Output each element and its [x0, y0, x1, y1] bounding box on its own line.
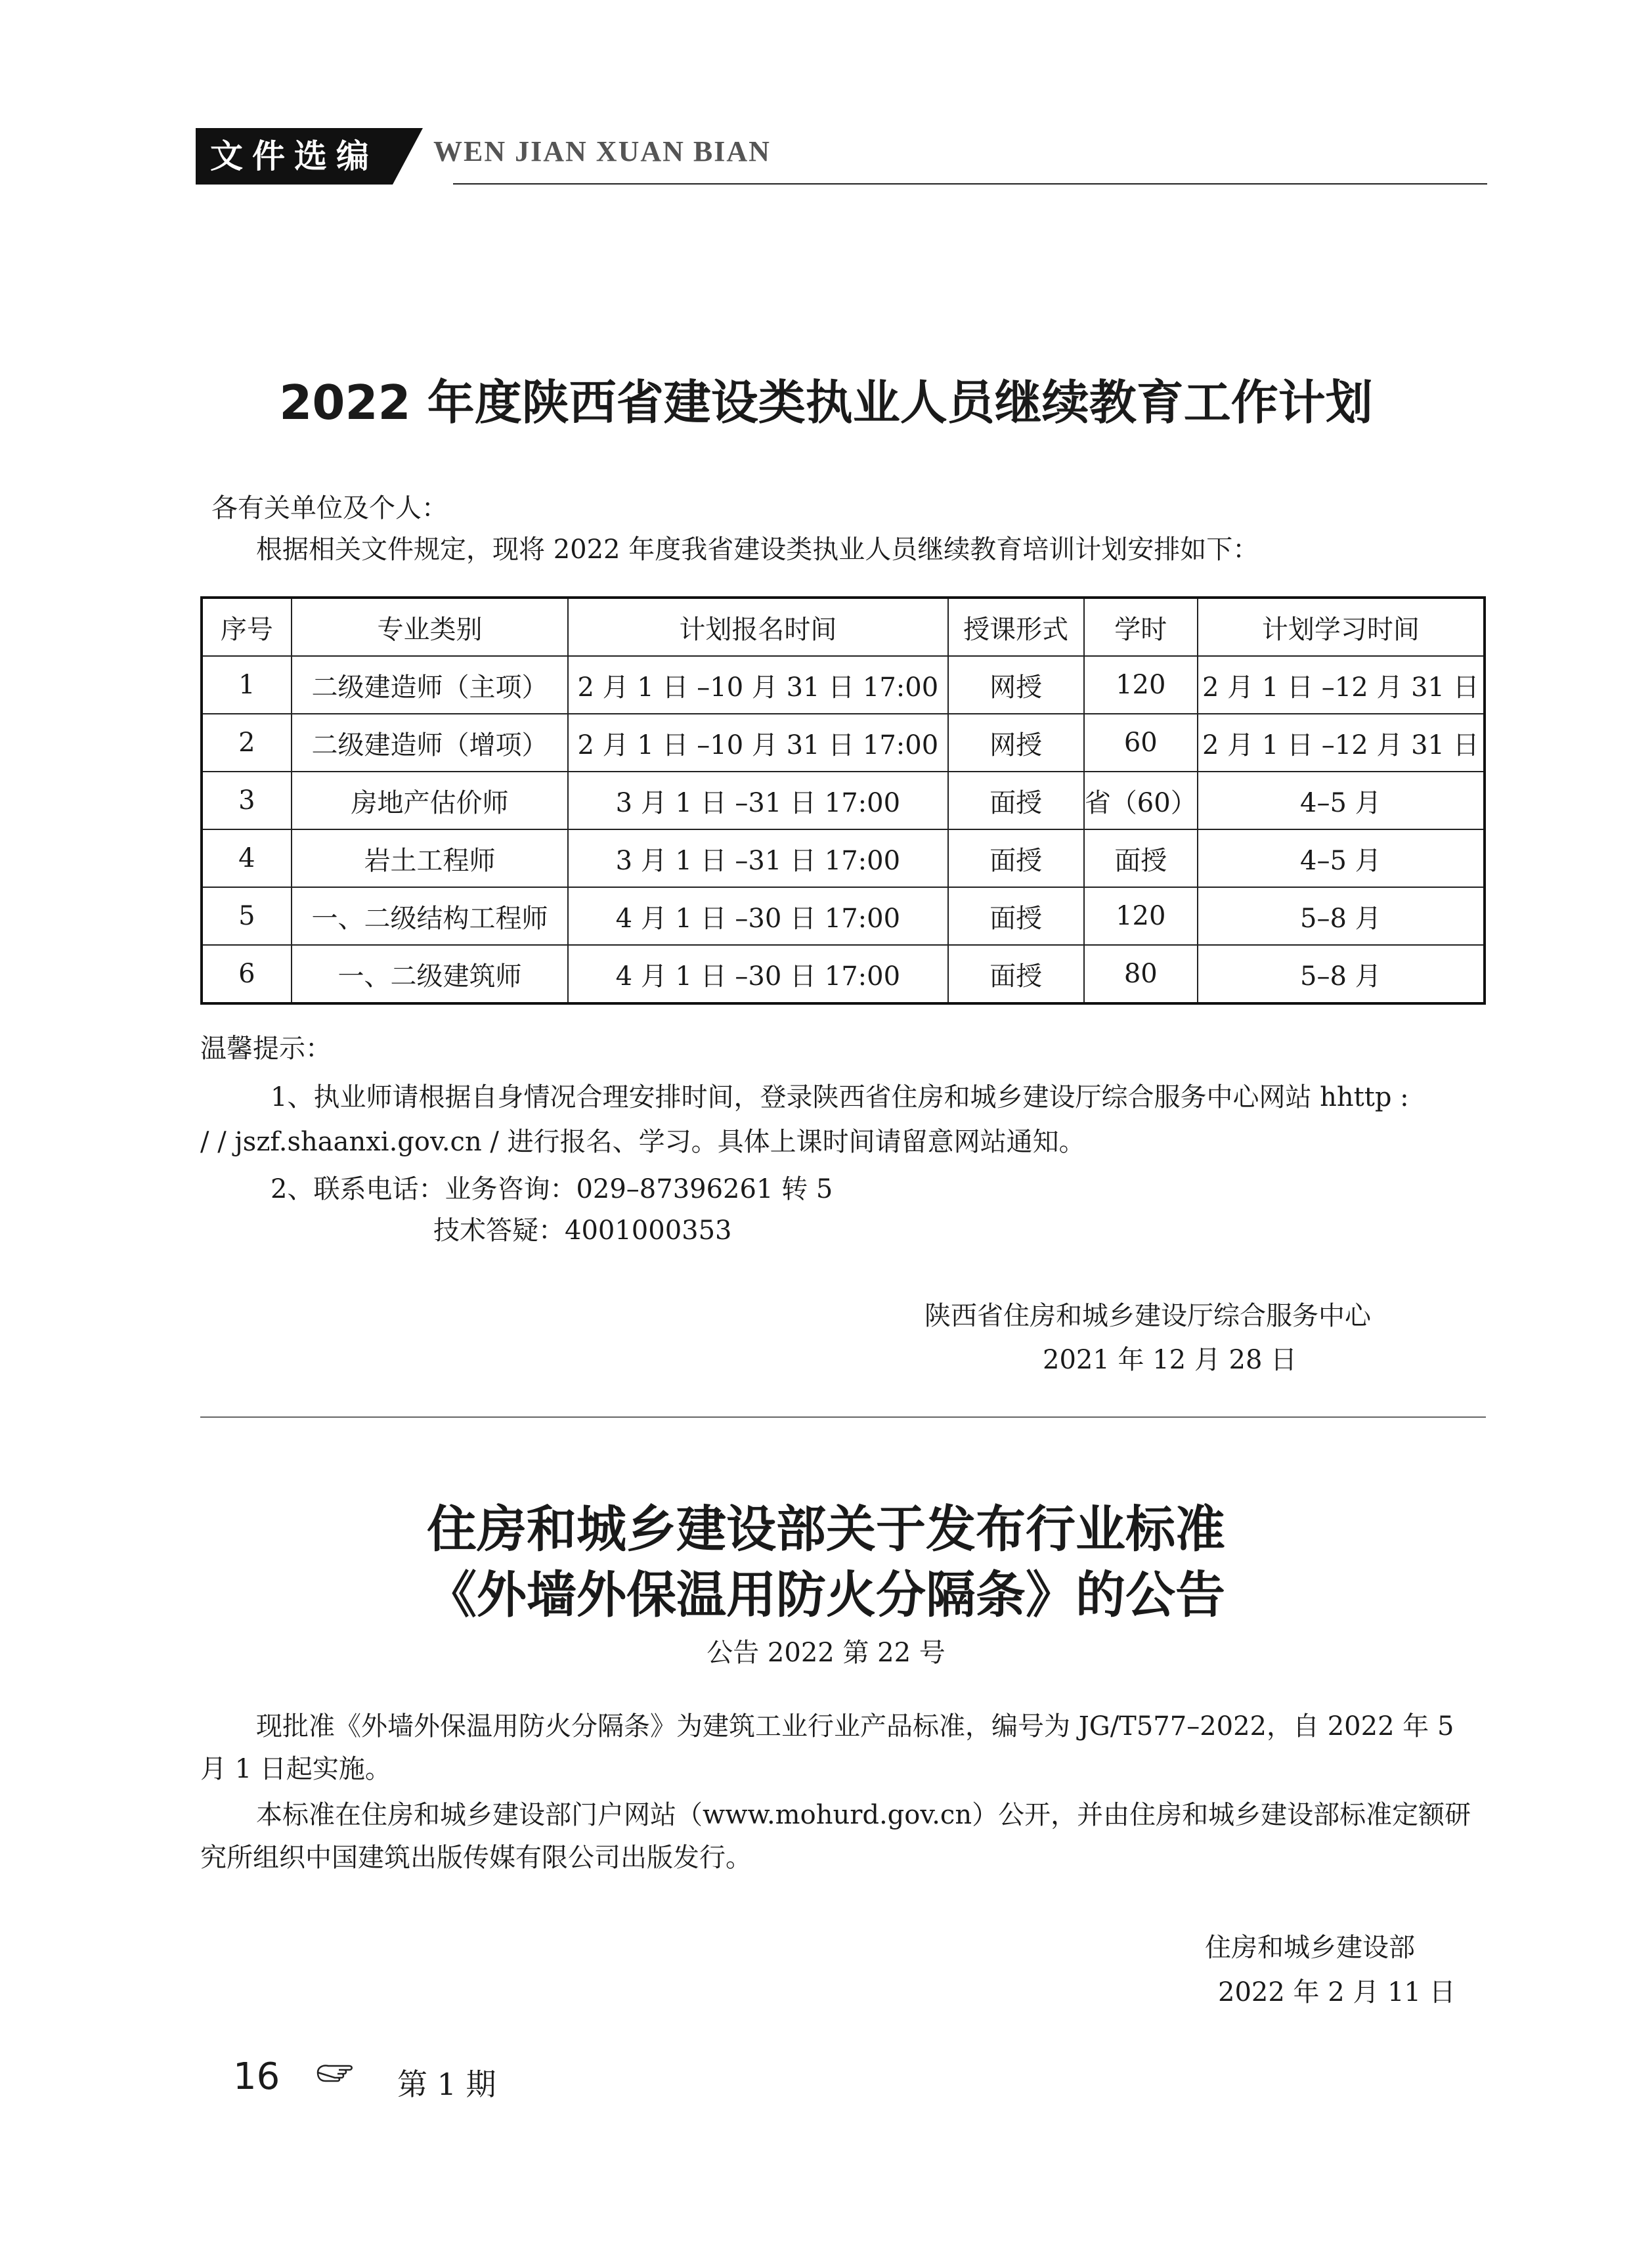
- table-row: [202, 945, 1485, 1003]
- cell-hours: 80: [1084, 945, 1198, 1003]
- tip2-line1: 2、联系电话：业务咨询：029–87396261 转 5: [271, 1174, 833, 1204]
- issue-label: 第 1 期: [397, 2067, 496, 2102]
- cell-registration-time: 3 月 1 日 –31 日 17:00: [568, 772, 947, 829]
- header-format: 授课形式: [948, 598, 1084, 656]
- article1-salutation: 各有关单位及个人：: [211, 493, 448, 523]
- cell-format: 网授: [948, 714, 1084, 772]
- tip2-line2: 技术答疑：4001000353: [433, 1216, 732, 1246]
- article2-body1-line1: 现批准《外墙外保温用防火分隔条》为建筑工业行业产品标准，编号为 JG/T577–2022，自 2022 年 5: [256, 1711, 1454, 1742]
- cell-index: 2: [202, 714, 292, 772]
- cell-study-time: 5–8 月: [1198, 945, 1485, 1003]
- cell-hours: 省（60）: [1084, 772, 1198, 829]
- cell-registration-time: 2 月 1 日 –10 月 31 日 17:00: [568, 714, 947, 772]
- cell-category: 一、二级结构工程师: [292, 887, 568, 945]
- article1-signature-date: 2021 年 12 月 28 日: [1043, 1345, 1297, 1375]
- cell-study-time: 2 月 1 日 –12 月 31 日: [1198, 714, 1485, 772]
- article2-body2-line2: 究所组织中国建筑出版传媒有限公司出版发行。: [200, 1843, 752, 1873]
- cell-hours: 面授: [1084, 829, 1198, 887]
- cell-study-time: 2 月 1 日 –12 月 31 日: [1198, 656, 1485, 714]
- cell-registration-time: 4 月 1 日 –30 日 17:00: [568, 945, 947, 1003]
- cell-registration-time: 4 月 1 日 –30 日 17:00: [568, 887, 947, 945]
- cell-registration-time: 2 月 1 日 –10 月 31 日 17:00: [568, 656, 947, 714]
- header-study-time: 计划学习时间: [1198, 598, 1485, 656]
- table-row: [202, 714, 1485, 772]
- cell-hours: 120: [1084, 887, 1198, 945]
- tip1-line1: 1、执业师请根据自身情况合理安排时间，登录陕西省住房和城乡建设厅综合服务中心网站 hhttp :: [271, 1082, 1409, 1112]
- cell-index: 3: [202, 772, 292, 829]
- cell-format: 面授: [948, 772, 1084, 829]
- article2-signature-date: 2022 年 2 月 11 日: [1218, 1977, 1456, 2007]
- cell-index: 4: [202, 829, 292, 887]
- notice-number: 公告 2022 第 22 号: [706, 1638, 946, 1668]
- article1-title: 2022 年度陕西省建设类执业人员继续教育工作计划: [279, 375, 1373, 430]
- article2-title-line1: 住房和城乡建设部关于发布行业标准: [427, 1500, 1225, 1558]
- cell-category: 岩土工程师: [292, 829, 568, 887]
- header-hours: 学时: [1084, 598, 1198, 656]
- table-row: [202, 887, 1485, 945]
- training-plan-table: [200, 596, 1486, 1005]
- cell-category: 一、二级建筑师: [292, 945, 568, 1003]
- cell-hours: 60: [1084, 714, 1198, 772]
- cell-format: 面授: [948, 887, 1084, 945]
- table-row: [202, 772, 1485, 829]
- header-rule: [453, 183, 1487, 185]
- header-category: 专业类别: [292, 598, 568, 656]
- cell-study-time: 4–5 月: [1198, 829, 1485, 887]
- cell-index: 1: [202, 656, 292, 714]
- cell-study-time: 5–8 月: [1198, 887, 1485, 945]
- article2-signature-org: 住房和城乡建设部: [1205, 1933, 1415, 1963]
- article2-title-line2: 《外墙外保温用防火分隔条》的公告: [427, 1566, 1225, 1624]
- cell-registration-time: 3 月 1 日 –31 日 17:00: [568, 829, 947, 887]
- cell-index: 6: [202, 945, 292, 1003]
- header-index: 序号: [202, 598, 292, 656]
- section-tab: 文件选编: [196, 128, 393, 185]
- tip1-line2: / / jszf.shaanxi.gov.cn / 进行报名、学习。具体上课时间请留意网站通知。: [200, 1127, 1085, 1157]
- article1-signature-org: 陕西省住房和城乡建设厅综合服务中心: [924, 1301, 1371, 1331]
- cell-hours: 120: [1084, 656, 1198, 714]
- article2-body2-line1: 本标准在住房和城乡建设部门户网站（www.mohurd.gov.cn）公开，并由住房和城乡建设部标准定额研: [256, 1800, 1471, 1830]
- section-tab-corner: [393, 128, 423, 185]
- cell-format: 面授: [948, 945, 1084, 1003]
- cell-index: 5: [202, 887, 292, 945]
- page-number: 16: [233, 2055, 280, 2098]
- cell-format: 面授: [948, 829, 1084, 887]
- article2-body1-line2: 月 1 日起实施。: [200, 1754, 391, 1784]
- table-header-row: [202, 598, 1485, 656]
- article1-intro: 根据相关文件规定，现将 2022 年度我省建设类执业人员继续教育培训计划安排如下：: [256, 535, 1259, 565]
- cell-study-time: 4–5 月: [1198, 772, 1485, 829]
- cell-category: 房地产估价师: [292, 772, 568, 829]
- table-row: [202, 656, 1485, 714]
- section-tab-english: WEN JIAN XUAN BIAN: [433, 135, 771, 167]
- article-divider: [200, 1416, 1486, 1418]
- table-row: [202, 829, 1485, 887]
- hand-pointer-icon: [315, 2055, 361, 2092]
- cell-category: 二级建造师（主项）: [292, 656, 568, 714]
- header-registration-time: 计划报名时间: [568, 598, 947, 656]
- tips-label: 温馨提示：: [200, 1034, 332, 1064]
- cell-format: 网授: [948, 656, 1084, 714]
- cell-category: 二级建造师（增项）: [292, 714, 568, 772]
